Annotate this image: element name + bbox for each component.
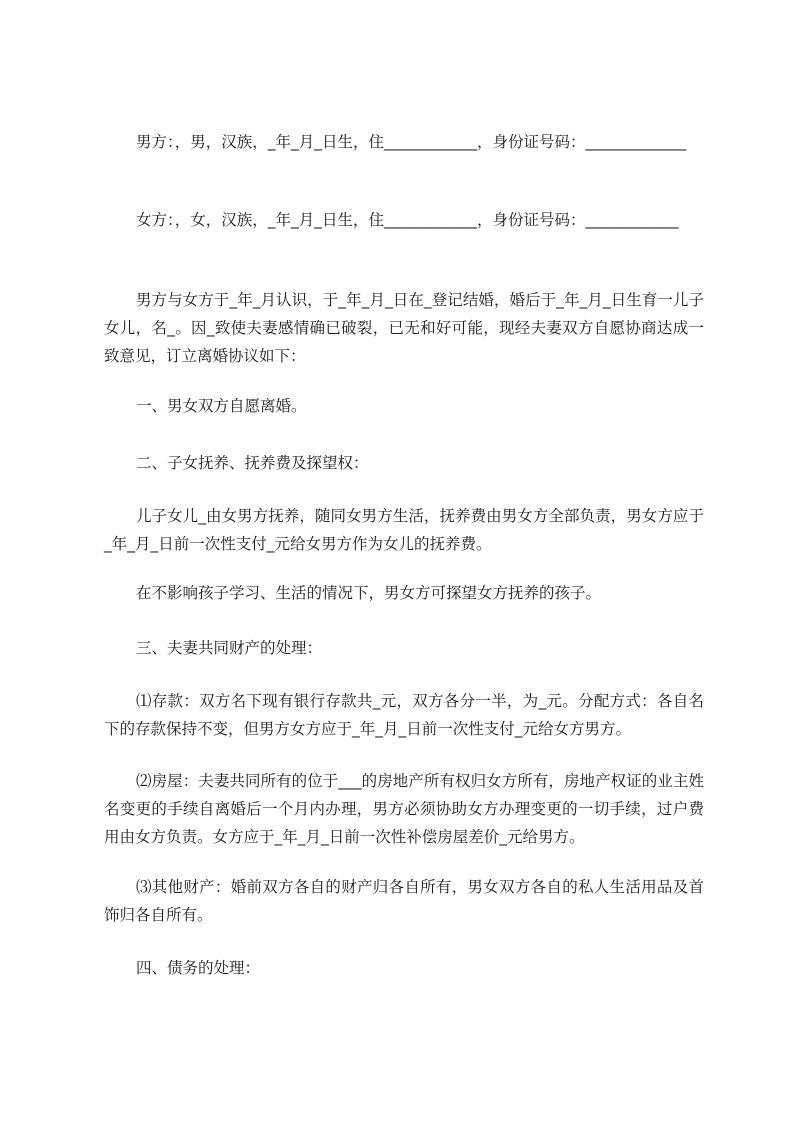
clause-2-heading: 二、子女抚养、抚养费及探望权： xyxy=(136,454,369,472)
clause-1-heading: 一、男女双方自愿离婚。 xyxy=(136,397,307,415)
paragraph-preamble: 男方与女方于_年_月认识，于_年_月_日在_登记结婚，婚后于_年_月_日生育一儿子女儿，名_。因_致使夫妻感情确已破裂，已无和好可能，现经夫妻双方自愿协商达成一致意见，订立离婚协议如下： xyxy=(104,291,704,365)
clause-3-heading: 三、夫妻共同财产的处理： xyxy=(136,639,323,657)
paragraph-other-property: ⑶其他财产：婚前双方各自的财产归各自所有，男女双方各自的私人生活用品及首饰归各自所有。 xyxy=(104,878,704,924)
clause-4-heading: 四、债务的处理： xyxy=(136,959,261,977)
paragraph-child-custody: 儿子女儿_由女男方抚养，随同女男方生活，抚养费由男女方全部负责，男女方应于_年_月_日前一次性支付_元给女男方作为女儿的抚养费。 xyxy=(104,507,704,553)
paragraph-husband-info: 男方：，男，汉族，_年_月_日生，住____________，身份证号码：_____________ xyxy=(136,133,687,151)
paragraph-visitation: 在不影响孩子学习、生活的情况下，男女方可探望女方抚养的孩子。 xyxy=(136,584,602,602)
paragraph-deposits: ⑴存款：双方名下现有银行存款共_元，双方各分一半，为_元。分配方式：各自名下的存款保持不变，但男方女方应于_年_月_日前一次性支付_元给女方男方。 xyxy=(104,692,704,738)
paragraph-house: ⑵房屋：夫妻共同所有的位于___的房地产所有权归女方所有，房地产权证的业主姓名变更的手续自离婚后一个月内办理，男方必须协助女方办理变更的一切手续，过户费用由女方负责。女方应于_年_月_日前一次性补偿房屋差价_元给男方。 xyxy=(104,772,704,846)
paragraph-wife-info: 女方：，女，汉族，_年_月_日生，住____________，身份证号码：____________ xyxy=(136,211,679,229)
